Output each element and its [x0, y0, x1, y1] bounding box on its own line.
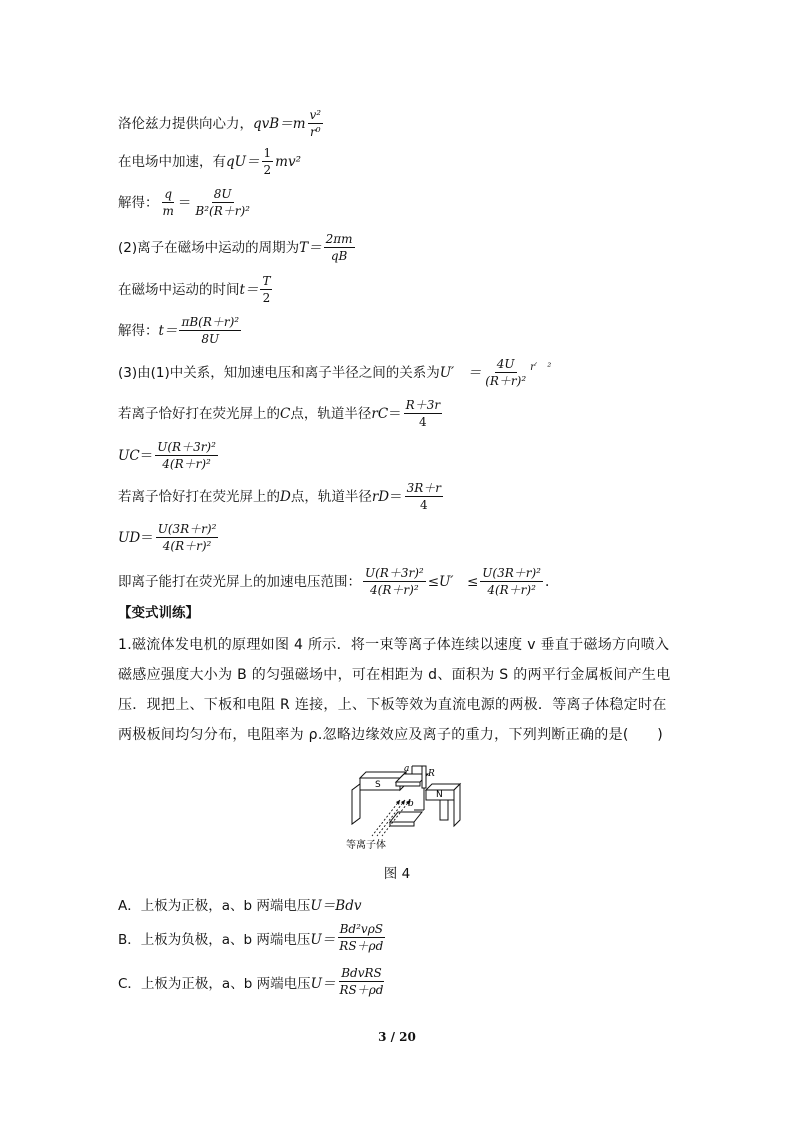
option-text: 上板为负极，a、b 两端电压: [140, 931, 311, 948]
denominator: 2: [263, 163, 272, 177]
denominator: 4: [419, 415, 427, 429]
denominator: 4(R＋r)²: [487, 583, 536, 597]
equals: ＝: [139, 447, 154, 464]
option-a[interactable]: [118, 894, 361, 914]
numerator: U(R＋3r)²: [365, 566, 424, 580]
formula-lhs: t＝: [158, 322, 178, 339]
option-b[interactable]: [118, 922, 387, 953]
fraction: [404, 398, 442, 429]
solution-line-8: 若离子恰好打在荧光屏上的 C 点，轨道半径 r C ＝ $\frac{R+3r}{4}$: [118, 398, 441, 429]
resistor: [412, 766, 426, 810]
point-label: C: [280, 405, 291, 422]
formula-lhs: t＝: [239, 281, 259, 298]
fraction: [308, 108, 324, 139]
formula-lhs: U′ ＝: [439, 364, 482, 381]
solution-line-10: 若离子恰好打在荧光屏上的 D 点，轨道半径 r D ＝ $\frac{3R+r}{4}$: [118, 481, 442, 512]
denominator: RS＋ρd: [339, 983, 384, 997]
solution-line-5: [118, 274, 274, 305]
equals: ＝: [389, 488, 403, 505]
text: (3)由(1)中关系，知加速电压和离子半径之间的关系为: [118, 364, 440, 381]
radius-symbol: r: [371, 488, 379, 505]
option-text: 上板为正极，a、b 两端电压: [140, 898, 311, 914]
fraction: [337, 966, 385, 997]
formula-lhs: U＝: [310, 931, 336, 948]
formula-lhs: qU＝: [226, 153, 260, 170]
solution-line-7: [118, 357, 551, 388]
label-R: R: [428, 769, 435, 779]
fraction: [155, 440, 218, 471]
text-2: 点，轨道半径: [290, 405, 372, 422]
question-text: 1.磁流体发电机的原理如图 4 所示．将一束等离子体连续以速度 v 垂直于磁场方向喷入磁感应强度大小为 B 的匀强磁场中，可在相距为 d、面积为 S 的两平行金属板间产生电压．现把上、下板和电阻 R 连接，上、下板等效为直流电源的两极．等离子体稳定时在两极板间均匀分布，电阻率为 ρ.忽略边缘效应及离子的重力，下列判断正确的是( ): [118, 637, 671, 743]
formula-rhs: r′ ²: [530, 361, 552, 373]
page-number: 3 / 20: [378, 1030, 416, 1044]
denominator: 4(R＋r)²: [162, 457, 211, 471]
label-a: a: [404, 764, 410, 774]
denominator: B²(R＋r)²: [195, 204, 250, 218]
formula-rhs: mv²: [275, 153, 302, 170]
label-b: b: [408, 799, 414, 809]
fraction: [483, 357, 528, 388]
numerator: q: [164, 187, 173, 201]
text: 若离子恰好打在荧光屏上的: [118, 405, 280, 422]
section-heading: 【变式训练】: [118, 605, 199, 621]
denominator: m: [162, 204, 174, 218]
fraction: [179, 315, 241, 346]
numerator: R＋3r: [405, 398, 441, 412]
text: 若离子恰好打在荧光屏上的: [118, 488, 280, 505]
text: (2)离子在磁场中运动的周期为: [118, 239, 300, 256]
equals: ＝: [388, 405, 402, 422]
radius-symbol: r: [371, 405, 378, 422]
option-text: 上板为正极，a、b 两端电压: [140, 975, 311, 992]
formula-lhs: U＝: [310, 975, 336, 992]
period: .: [544, 573, 550, 590]
numerator: 2πm: [325, 232, 353, 246]
text-2: 点，轨道半径: [290, 488, 372, 505]
numerator: 4U: [496, 357, 515, 371]
formula-lhs: qvB＝m: [253, 115, 306, 132]
numerator: U(R＋3r)²: [157, 440, 216, 454]
solution-line-11: U D ＝ $\frac{\text{U(3R＋r)²}}{\text{4(R＋r)²}}$: [118, 522, 217, 553]
voltage-symbol: U: [118, 447, 130, 464]
solution-line-9: U C ＝ $\frac{\text{U(R＋3r)²}}{\text{4(R＋r)²}}$: [118, 440, 216, 471]
fraction-lower: [363, 566, 426, 597]
inequality: ≤U′ ≤: [427, 573, 479, 590]
solution-line-12: [118, 566, 549, 597]
numerator: U(3R＋r)²: [157, 522, 217, 536]
option-letter: B．: [118, 931, 141, 948]
numerator: T: [262, 274, 271, 288]
numerator: 8U: [213, 187, 232, 201]
point-label: D: [280, 488, 291, 505]
solution-line-2: [118, 146, 301, 177]
numerator: BdvRS: [341, 966, 382, 980]
fraction: [405, 481, 443, 512]
option-letter: C．: [118, 975, 141, 992]
denominator: RS＋ρd: [339, 939, 384, 953]
numerator: v²: [309, 108, 322, 122]
fraction-upper: [480, 566, 543, 597]
denominator: 4: [420, 498, 428, 512]
numerator: 3R＋r: [406, 481, 442, 495]
formula-lhs: T＝: [299, 239, 322, 256]
denominator: r⁰: [310, 125, 321, 139]
denominator: 8U: [201, 332, 220, 346]
n-magnet: [426, 784, 460, 826]
solution-line-4: [118, 232, 357, 263]
numerator: U(3R＋r)²: [482, 566, 541, 580]
option-formula: U＝Bdv: [310, 898, 362, 914]
label-S: S: [375, 780, 381, 790]
numerator: Bd²vρS: [339, 922, 383, 936]
voltage-symbol: U: [118, 529, 130, 546]
text: 即离子能打在荧光屏上的加速电压范围：: [118, 573, 361, 590]
fraction: [193, 187, 252, 218]
fraction: [262, 146, 274, 177]
text: 解得：: [118, 194, 159, 211]
text: 在电场中加速，有: [118, 153, 226, 170]
numerator: πB(R＋r)²: [181, 315, 240, 329]
label-plasma: 等离子体: [346, 840, 386, 851]
solution-line-6: [118, 315, 243, 346]
fraction-q-m: [161, 187, 176, 218]
solution-line-1: [118, 108, 325, 139]
numerator: 1: [263, 146, 272, 160]
figure-4-diagram: [330, 760, 480, 855]
denominator: qB: [330, 249, 348, 263]
denominator: (R＋r)²: [485, 374, 527, 388]
label-N: N: [436, 790, 443, 800]
denominator: 4(R＋r)²: [162, 539, 212, 553]
option-letter: A．: [118, 898, 141, 914]
fraction: [260, 274, 272, 305]
denominator: 2: [262, 291, 271, 305]
fraction: [156, 522, 219, 553]
equals: ＝: [140, 529, 154, 546]
option-c[interactable]: [118, 966, 387, 997]
solution-line-3: [118, 187, 254, 218]
fraction: [324, 232, 355, 263]
text: 解得：: [118, 322, 159, 339]
fraction: [337, 922, 385, 953]
text: 洛伦兹力提供向心力，: [118, 115, 253, 132]
text: 在磁场中运动的时间: [118, 281, 240, 298]
equals: ＝: [177, 194, 192, 211]
figure-caption: 图 4: [383, 866, 411, 882]
denominator: 4(R＋r)²: [370, 583, 419, 597]
